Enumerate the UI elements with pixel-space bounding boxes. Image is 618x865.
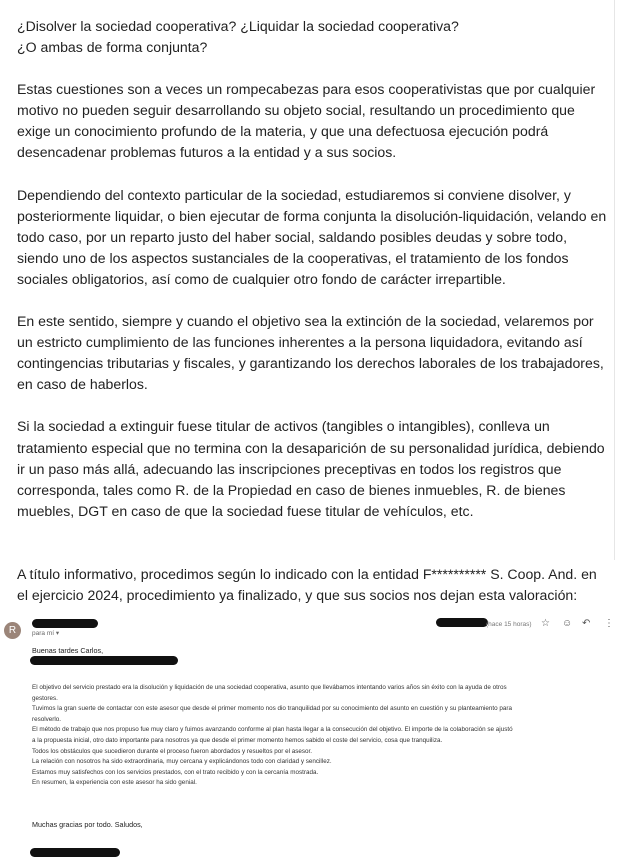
page-border xyxy=(614,0,615,560)
intro-paragraph: A título informativo, procedimos según lo indicado con la entidad F********** S. Coop. And. en el ejercicio 2024, procedimiento ya finalizado, y que sus socios nos dejan esta valoración: xyxy=(17,565,597,603)
emoji-react-icon[interactable]: ☺ xyxy=(562,618,573,629)
more-options-icon[interactable]: ⋮ xyxy=(604,618,614,629)
article-title xyxy=(17,16,611,58)
redacted-signature xyxy=(30,848,120,857)
email-line: El objetivo del servicio prestado era la disolución y liquidación de una sociedad cooperativa, asunto que llevábamos intentando varios años sin éxito con la ayuda de otros xyxy=(32,684,507,691)
email-line: a la propuesta inicial, otro dato importante para nosotros ya que desde el primer momento hemos sabido el coste del servicio, cosa que tranquiliza. xyxy=(32,736,443,744)
paragraph-1: Estas cuestiones son a veces un rompecabezas para esos cooperativistas que por cualquier motivo no pueden seguir desarrollando su objeto social, resultando un procedimiento que exige un conocimiento profundo de la materia, y que una defectuosa ejecución podrá desencadenar problemas futuros a la entidad y a sus socios. xyxy=(17,81,596,161)
recipient-line[interactable]: para mí ▾ xyxy=(32,630,60,637)
email-body xyxy=(32,683,610,789)
reply-icon[interactable]: ↶ xyxy=(582,618,591,629)
email-line: gestores. xyxy=(32,694,58,702)
email-closing: Muchas gracias por todo. Saludos, xyxy=(32,820,143,829)
title-line-2: ¿O ambas de forma conjunta? xyxy=(17,39,208,56)
email-greeting: Buenas tardes Carlos, xyxy=(32,646,104,655)
sender-avatar: R xyxy=(4,622,21,639)
email-line: Tuvimos la gran suerte de contactar con este asesor que desde el primer momento nos dio tranquilidad por su conocimiento del asunto en cuestión y su planteamiento para xyxy=(32,705,513,713)
paragraph-4: Si la sociedad a extinguir fuese titular de activos (tangibles o intangibles), conlleva un tratamiento especial que no termina con la desaparición de su personalidad jurídica, debiendo ir un paso más allá, adecuando las inscripciones preceptivas en todos los registros que corresponda, tales como R. de la Propiedad en caso de bienes inmuebles, R. de bienes muebles, DGT en caso de que la sociedad fuese titular de vehículos, etc. xyxy=(17,418,605,519)
email-line: La relación con nosotros ha sido extraordinaria, muy cercana y explicándonos todo con claridad y sencillez. xyxy=(32,758,332,766)
title-line-1: ¿Disolver la sociedad cooperativa? ¿Liquidar la sociedad cooperativa? xyxy=(17,18,459,34)
email-screenshot xyxy=(0,612,618,865)
received-time: (hace 15 horas) xyxy=(486,621,532,628)
redacted-sender-name xyxy=(32,619,98,628)
paragraph-2: Dependiendo del contexto particular de la sociedad, estudiaremos si conviene disolver, y posteriormente liquidar, o bien ejecutar de forma conjunta la disolución-liquidación, velando en todo caso, por un reparto justo del haber social, saldando posibles deudas y sobre todo, siendo uno de los aspectos sustanciales de la cooperativas, el tratamiento de los fondos sociales obligatorios, así como de cualquier otro fondo de carácter irrepartible. xyxy=(17,186,607,287)
paragraph-3: En este sentido, siempre y cuando el objetivo sea la extinción de la sociedad, velaremos por un estricto cumplimiento de las funciones inherentes a la persona liquidadora, evitando así contingencias tributarias y fiscales, y garantizando los derechos laborales de los trabajadores, en caso de haberlos. xyxy=(17,313,604,393)
email-line: Todos los obstáculos que sucedieron durante el proceso fueron abordados y resueltos por el asesor. xyxy=(32,747,313,755)
email-line: En resumen, la experiencia con este asesor ha sido genial. xyxy=(32,779,197,787)
article xyxy=(17,16,611,606)
redacted-line xyxy=(30,656,178,665)
email-line: El método de trabajo que nos propuso fue muy claro y fuimos avanzando conforme al plan hasta llegar a la consecución del objetivo. El importe de la colaboración se ajustó xyxy=(32,726,513,734)
email-line: resolverlo. xyxy=(32,715,62,723)
email-line: Estamos muy satisfechos con los servicios prestados, con el trato recibido y con la cercanía mostrada. xyxy=(32,768,319,776)
redacted-date xyxy=(436,618,488,627)
star-icon[interactable]: ☆ xyxy=(541,618,550,629)
